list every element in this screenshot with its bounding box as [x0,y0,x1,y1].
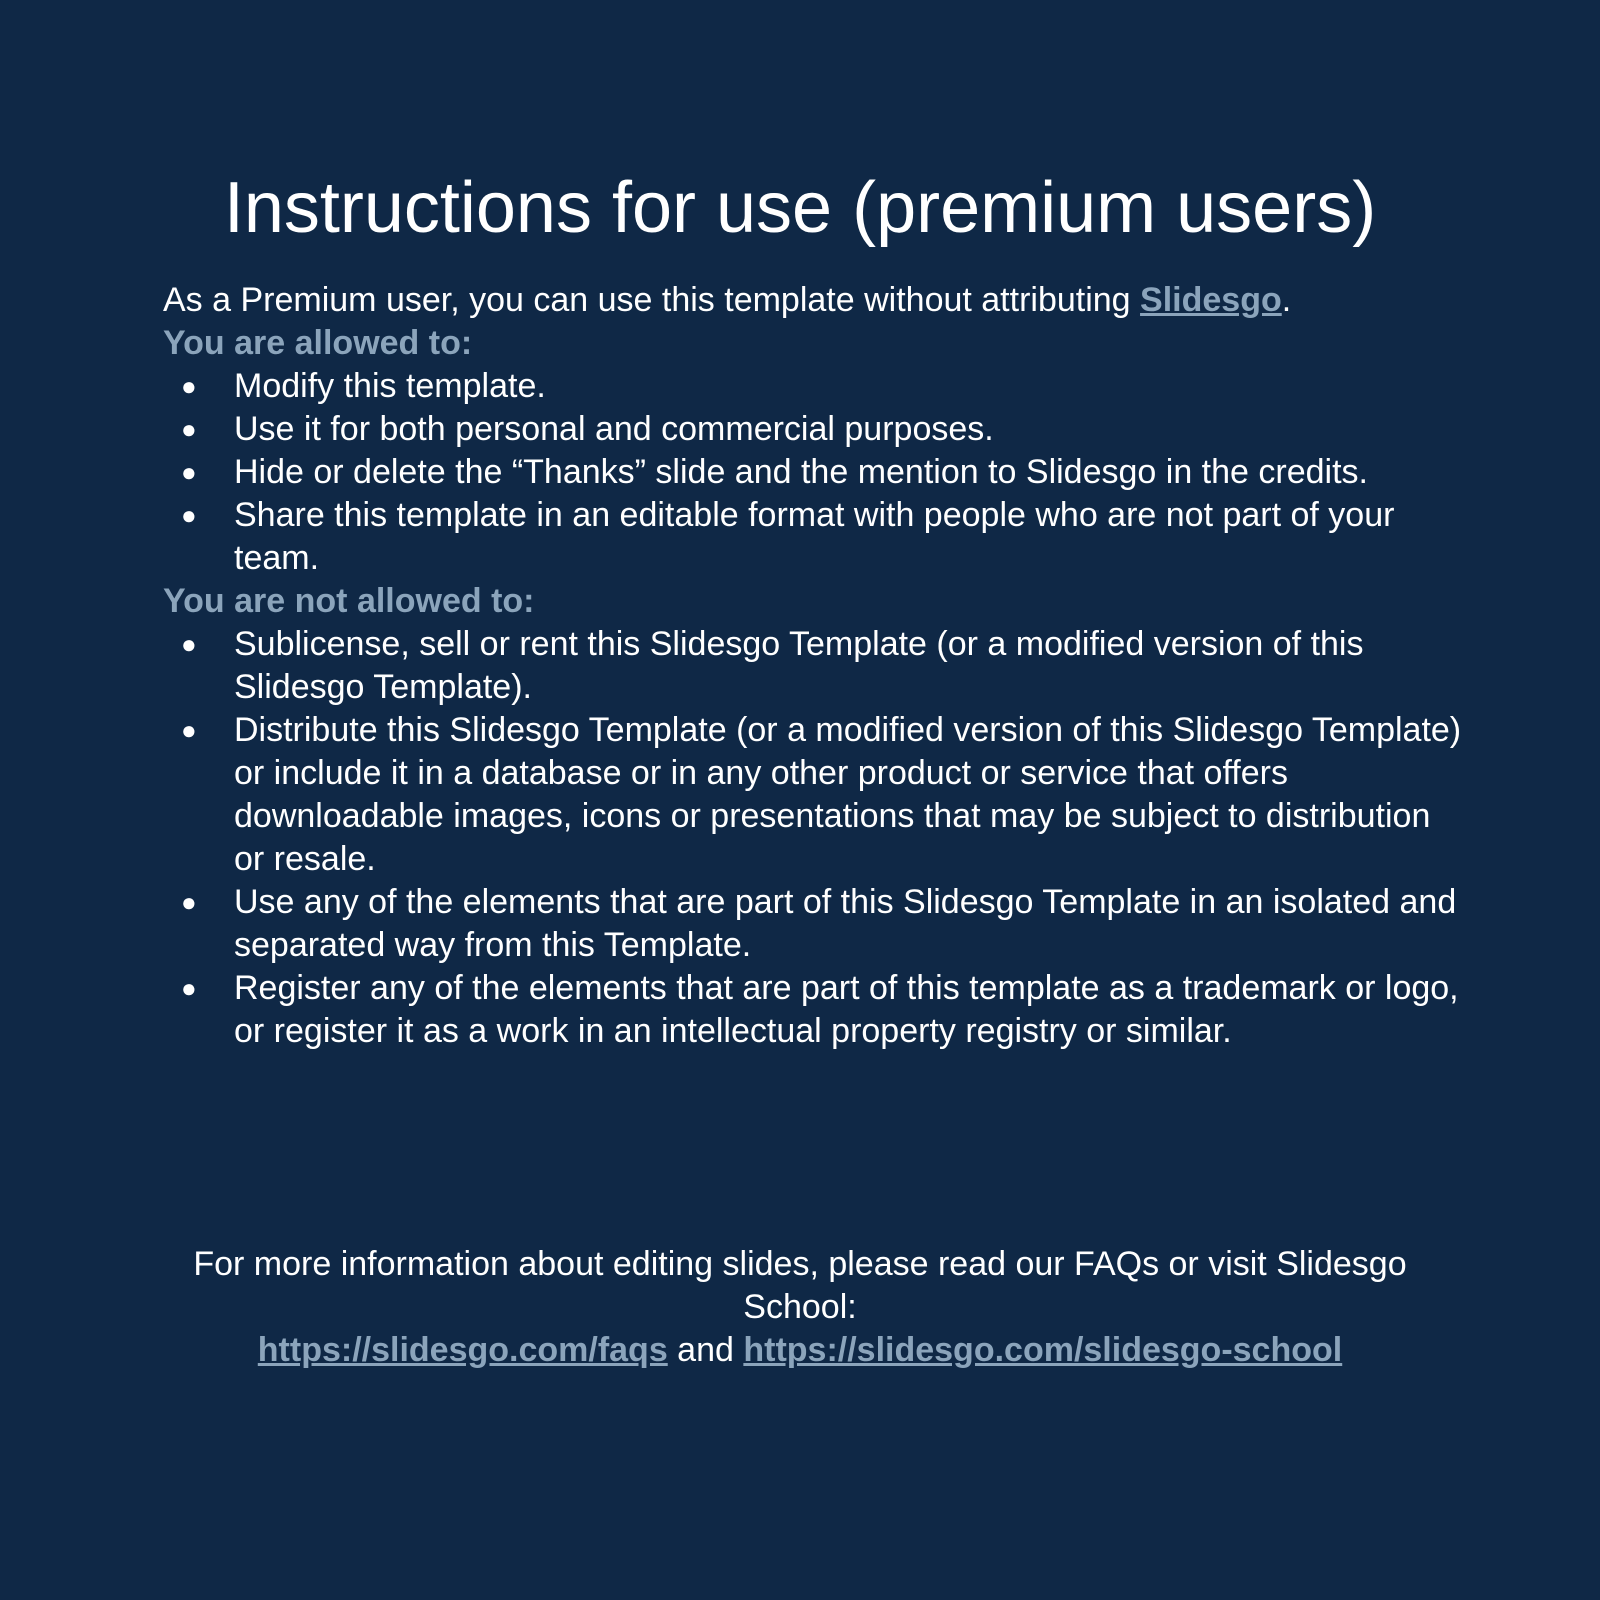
main-content [163,279,1463,1053]
bullet-icon: ● [181,414,197,444]
list-item [163,494,1463,580]
list-item [163,967,1463,1053]
bullet-icon: ● [181,715,197,745]
bullet-icon: ● [181,887,197,917]
footer-conjunction: and [667,1331,744,1369]
footer-info: For more information about editing slides, please read our FAQs or visit Slidesgo School: [193,1245,1407,1326]
intro-period: . [1281,281,1292,319]
list-item [163,623,1463,709]
list-item-text: Hide or delete the “Thanks” slide and the mention to Slidesgo in the credits. [234,453,1368,491]
list-item [163,451,1463,494]
bullet-icon: ● [181,629,197,659]
footer [0,1243,1600,1372]
intro-paragraph [163,279,1463,322]
list-item [163,709,1463,881]
list-item-text: Share this template in an editable format with people who are not part of your team. [234,496,1395,577]
list-item-text: Use any of the elements that are part of this Slidesgo Template in an isolated and separated way from this Template. [234,883,1457,964]
list-item [163,408,1463,451]
allowed-list [163,365,1463,580]
slidesgo-school-link[interactable]: https://slidesgo.com/slidesgo-school [743,1331,1343,1369]
list-item-text: Use it for both personal and commercial purposes. [234,410,994,448]
bullet-icon: ● [181,371,197,401]
page-title: Instructions for use (premium users) [223,168,1377,248]
footer-links [0,1329,1600,1372]
list-item-text: Sublicense, sell or rent this Slidesgo Template (or a modified version of this Slidesgo Template). [234,625,1364,706]
faqs-link[interactable]: https://slidesgo.com/faqs [257,1331,668,1369]
list-item-text: Distribute this Slidesgo Template (or a modified version of this Slidesgo Template) or include it in a database or in any other product or service that offers downloadable images, icons or presentations that may be subject to distribution or resale. [234,711,1462,878]
allowed-heading: You are allowed to: [163,324,473,362]
bullet-icon: ● [181,500,197,530]
list-item-text: Modify this template. [234,367,546,405]
slidesgo-link[interactable]: Slidesgo [1140,281,1282,319]
list-item [163,881,1463,967]
bullet-icon: ● [181,973,197,1003]
intro-text: As a Premium user, you can use this template without attributing [163,281,1141,319]
not-allowed-heading: You are not allowed to: [163,582,535,620]
list-item [163,365,1463,408]
bullet-icon: ● [181,457,197,487]
not-allowed-list [163,623,1463,1053]
list-item-text: Register any of the elements that are part of this template as a trademark or logo, or register it as a work in an intellectual property registry or similar. [234,969,1459,1050]
